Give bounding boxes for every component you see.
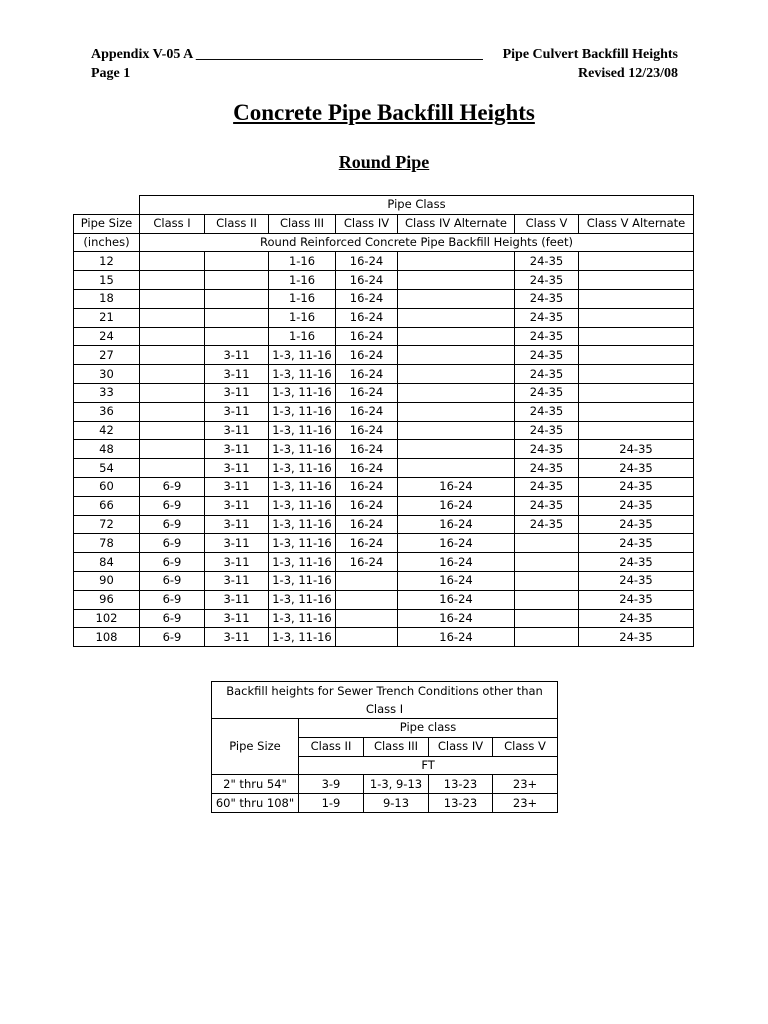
- backfill-height-cell: 3-11: [205, 609, 269, 628]
- table-row: [74, 496, 694, 515]
- backfill-height-cell: 24-35: [515, 515, 579, 534]
- backfill-height-cell: 16-24: [336, 553, 398, 572]
- table-row: [74, 365, 694, 384]
- backfill-height-cell: 24-35: [515, 308, 579, 327]
- backfill-height-cell: [398, 327, 515, 346]
- backfill-height-cell: 3-11: [205, 571, 269, 590]
- backfill-height-cell: 6-9: [140, 609, 205, 628]
- backfill-height-cell: [140, 271, 205, 290]
- backfill-height-cell: 16-24: [336, 365, 398, 384]
- backfill-height-cell: 16-24: [398, 553, 515, 572]
- column-header: Pipe Size: [74, 214, 140, 233]
- backfill-height-cell: [579, 289, 694, 308]
- backfill-height-cell: 24-35: [579, 477, 694, 496]
- pipe-size-cell: 36: [74, 402, 140, 421]
- backfill-height-cell: 16-24: [336, 346, 398, 365]
- backfill-height-cell: [398, 346, 515, 365]
- backfill-height-cell: [398, 402, 515, 421]
- backfill-height-cell: 1-3, 11-16: [269, 515, 336, 534]
- backfill-height-cell: [579, 402, 694, 421]
- pipe-size-cell: 78: [74, 534, 140, 553]
- backfill-height-cell: 1-3, 11-16: [269, 590, 336, 609]
- pipe-size-cell: 84: [74, 553, 140, 572]
- backfill-height-cell: 1-3, 11-16: [269, 477, 336, 496]
- backfill-height-cell: 24-35: [579, 571, 694, 590]
- backfill-height-cell: 16-24: [336, 289, 398, 308]
- backfill-height-cell: [140, 308, 205, 327]
- column-header: Class I: [140, 214, 205, 233]
- backfill-height-cell: 24-35: [515, 496, 579, 515]
- pipe-size-cell: 33: [74, 383, 140, 402]
- backfill-height-cell: 16-24: [336, 402, 398, 421]
- table-row: [212, 775, 558, 794]
- backfill-height-cell: [398, 440, 515, 459]
- backfill-height-cell: [336, 571, 398, 590]
- backfill-height-cell: [205, 252, 269, 271]
- backfill-height-cell: [515, 553, 579, 572]
- table-row: [74, 421, 694, 440]
- backfill-height-cell: 16-24: [336, 459, 398, 478]
- backfill-height-cell: [140, 346, 205, 365]
- pipe-class-group-header: Pipe Class: [140, 196, 694, 215]
- backfill-height-cell: 16-24: [336, 440, 398, 459]
- column-header: Class V Alternate: [579, 214, 694, 233]
- backfill-height-cell: 24-35: [515, 383, 579, 402]
- units-label: (inches): [74, 233, 140, 252]
- backfill-height-cell: 24-35: [515, 289, 579, 308]
- backfill-height-cell: [398, 308, 515, 327]
- table-row: [74, 553, 694, 572]
- backfill-height-cell: 16-24: [336, 383, 398, 402]
- table-row: [74, 383, 694, 402]
- backfill-height-cell: [140, 459, 205, 478]
- table-units-row: [74, 233, 694, 252]
- backfill-height-cell: [579, 383, 694, 402]
- pipe-size-cell: 21: [74, 308, 140, 327]
- table-column-header-row: [74, 214, 694, 233]
- backfill-height-cell: 1-3, 11-16: [269, 365, 336, 384]
- round-pipe-backfill-table: [73, 195, 694, 647]
- backfill-height-cell: 16-24: [336, 308, 398, 327]
- column-header: Class IV: [336, 214, 398, 233]
- backfill-height-cell: 3-11: [205, 402, 269, 421]
- pipe-size-cell: 27: [74, 346, 140, 365]
- backfill-height-cell: [140, 365, 205, 384]
- backfill-height-cell: 24-35: [579, 609, 694, 628]
- backfill-height-cell: 23+: [493, 775, 558, 794]
- backfill-height-cell: 24-35: [515, 271, 579, 290]
- page-header-line-1: [91, 47, 678, 63]
- pipe-size-row-header: Pipe Size: [212, 719, 299, 775]
- backfill-height-cell: 3-11: [205, 515, 269, 534]
- backfill-height-cell: [398, 459, 515, 478]
- table-row: [74, 289, 694, 308]
- pipe-size-cell: 24: [74, 327, 140, 346]
- backfill-height-cell: 6-9: [140, 553, 205, 572]
- section-title: Round Pipe: [338, 152, 430, 172]
- backfill-height-cell: 1-3, 11-16: [269, 571, 336, 590]
- table-row: [74, 459, 694, 478]
- backfill-height-cell: [336, 628, 398, 647]
- pipe-size-cell: 108: [74, 628, 140, 647]
- empty-corner-cell: [74, 196, 140, 215]
- backfill-height-cell: [579, 421, 694, 440]
- table-row: [74, 590, 694, 609]
- backfill-height-cell: [205, 308, 269, 327]
- backfill-height-cell: 3-11: [205, 346, 269, 365]
- page-header-line-2: [91, 66, 678, 82]
- backfill-height-cell: [398, 289, 515, 308]
- backfill-height-cell: [140, 440, 205, 459]
- backfill-height-cell: 16-24: [398, 571, 515, 590]
- backfill-height-cell: 24-35: [579, 553, 694, 572]
- backfill-height-cell: 24-35: [515, 459, 579, 478]
- backfill-height-cell: 24-35: [579, 590, 694, 609]
- backfill-height-cell: [579, 365, 694, 384]
- backfill-height-cell: 1-3, 11-16: [269, 628, 336, 647]
- backfill-height-cell: 16-24: [398, 609, 515, 628]
- column-header: Class II: [205, 214, 269, 233]
- backfill-height-cell: 13-23: [429, 775, 493, 794]
- backfill-height-cell: 16-24: [336, 421, 398, 440]
- backfill-height-cell: 3-11: [205, 459, 269, 478]
- backfill-height-cell: [579, 308, 694, 327]
- backfill-height-cell: 1-3, 11-16: [269, 346, 336, 365]
- column-header: Class IV: [429, 737, 493, 756]
- units-description: Round Reinforced Concrete Pipe Backfill Heights (feet): [140, 233, 694, 252]
- backfill-height-cell: 24-35: [579, 515, 694, 534]
- backfill-height-cell: 3-11: [205, 534, 269, 553]
- table-header-row: [212, 719, 558, 738]
- column-header: Class V: [515, 214, 579, 233]
- backfill-height-cell: 3-11: [205, 496, 269, 515]
- backfill-height-cell: 16-24: [398, 515, 515, 534]
- backfill-height-cell: 1-3, 11-16: [269, 496, 336, 515]
- backfill-height-cell: 16-24: [336, 496, 398, 515]
- table-header-row: [74, 196, 694, 215]
- page-number: Page 1: [91, 66, 131, 81]
- backfill-height-cell: 16-24: [336, 271, 398, 290]
- table-row: [74, 402, 694, 421]
- table-row: [74, 477, 694, 496]
- pipe-size-cell: 96: [74, 590, 140, 609]
- table-row: [74, 327, 694, 346]
- table-row: [74, 609, 694, 628]
- backfill-height-cell: [140, 421, 205, 440]
- pipe-size-cell: 48: [74, 440, 140, 459]
- backfill-height-cell: 23+: [493, 794, 558, 813]
- backfill-height-cell: 24-35: [515, 421, 579, 440]
- backfill-height-cell: 24-35: [515, 365, 579, 384]
- backfill-height-cell: 3-9: [299, 775, 364, 794]
- backfill-height-cell: 16-24: [398, 496, 515, 515]
- backfill-height-cell: [336, 609, 398, 628]
- backfill-height-cell: 16-24: [398, 534, 515, 553]
- backfill-height-cell: 6-9: [140, 590, 205, 609]
- backfill-height-cell: 6-9: [140, 534, 205, 553]
- pipe-size-cell: 42: [74, 421, 140, 440]
- backfill-height-cell: 1-16: [269, 289, 336, 308]
- backfill-height-cell: 24-35: [579, 534, 694, 553]
- sewer-trench-backfill-table: [211, 681, 558, 813]
- backfill-height-cell: 3-11: [205, 590, 269, 609]
- backfill-height-cell: 1-16: [269, 327, 336, 346]
- table-row: [74, 440, 694, 459]
- pipe-size-cell: 60: [74, 477, 140, 496]
- backfill-height-cell: 24-35: [579, 628, 694, 647]
- backfill-height-cell: [205, 327, 269, 346]
- backfill-height-cell: 6-9: [140, 515, 205, 534]
- backfill-height-cell: [140, 289, 205, 308]
- pipe-size-cell: 72: [74, 515, 140, 534]
- backfill-height-cell: [398, 271, 515, 290]
- backfill-height-cell: [398, 421, 515, 440]
- backfill-height-cell: [140, 383, 205, 402]
- backfill-height-cell: 16-24: [336, 252, 398, 271]
- backfill-height-cell: 3-11: [205, 440, 269, 459]
- backfill-height-cell: 16-24: [398, 477, 515, 496]
- backfill-height-cell: 1-3, 11-16: [269, 534, 336, 553]
- backfill-height-cell: 6-9: [140, 571, 205, 590]
- pipe-size-range-cell: 2" thru 54": [212, 775, 299, 794]
- table-row: [74, 346, 694, 365]
- backfill-height-cell: 3-11: [205, 477, 269, 496]
- pipe-size-cell: 18: [74, 289, 140, 308]
- backfill-height-cell: 1-3, 11-16: [269, 383, 336, 402]
- backfill-height-cell: 3-11: [205, 628, 269, 647]
- table-caption-row: [212, 682, 558, 719]
- table-row: [74, 515, 694, 534]
- backfill-height-cell: [579, 327, 694, 346]
- backfill-height-cell: 1-3, 11-16: [269, 553, 336, 572]
- backfill-height-cell: 16-24: [398, 590, 515, 609]
- backfill-height-cell: 1-16: [269, 308, 336, 327]
- backfill-height-cell: 6-9: [140, 477, 205, 496]
- backfill-height-cell: [140, 327, 205, 346]
- column-header: Class III: [269, 214, 336, 233]
- page-title: Concrete Pipe Backfill Heights: [233, 100, 535, 125]
- document-topic: Pipe Culvert Backfill Heights: [502, 47, 678, 62]
- table-row: [74, 252, 694, 271]
- backfill-height-cell: [515, 590, 579, 609]
- column-header: Class III: [364, 737, 429, 756]
- revision-date: Revised 12/23/08: [578, 66, 678, 81]
- backfill-height-cell: [140, 252, 205, 271]
- backfill-height-cell: 24-35: [515, 440, 579, 459]
- backfill-height-cell: 24-35: [515, 346, 579, 365]
- backfill-height-cell: [398, 383, 515, 402]
- backfill-height-cell: 1-16: [269, 252, 336, 271]
- table-row: [212, 794, 558, 813]
- backfill-height-cell: 1-9: [299, 794, 364, 813]
- column-header: Class IV Alternate: [398, 214, 515, 233]
- pipe-size-cell: 102: [74, 609, 140, 628]
- backfill-height-cell: 1-3, 11-16: [269, 402, 336, 421]
- pipe-size-cell: 90: [74, 571, 140, 590]
- backfill-height-cell: [579, 271, 694, 290]
- table-row: [74, 628, 694, 647]
- backfill-height-cell: 13-23: [429, 794, 493, 813]
- backfill-height-cell: [579, 346, 694, 365]
- backfill-height-cell: [398, 365, 515, 384]
- backfill-height-cell: 3-11: [205, 383, 269, 402]
- backfill-height-cell: 3-11: [205, 553, 269, 572]
- backfill-height-cell: 16-24: [336, 515, 398, 534]
- pipe-size-range-cell: 60" thru 108": [212, 794, 299, 813]
- table-row: [74, 271, 694, 290]
- backfill-height-cell: [515, 571, 579, 590]
- backfill-height-cell: [205, 289, 269, 308]
- backfill-height-cell: 9-13: [364, 794, 429, 813]
- backfill-height-cell: [140, 402, 205, 421]
- backfill-height-cell: [515, 534, 579, 553]
- backfill-height-cell: 24-35: [515, 402, 579, 421]
- backfill-height-cell: 24-35: [579, 459, 694, 478]
- backfill-height-cell: 1-3, 11-16: [269, 440, 336, 459]
- backfill-height-cell: 24-35: [579, 440, 694, 459]
- appendix-label: Appendix V-05 A _________________________________________: [91, 47, 483, 62]
- pipe-size-cell: 30: [74, 365, 140, 384]
- backfill-height-cell: 6-9: [140, 496, 205, 515]
- backfill-height-cell: [515, 628, 579, 647]
- backfill-height-cell: 1-3, 11-16: [269, 459, 336, 478]
- backfill-height-cell: [336, 590, 398, 609]
- unit-label: FT: [299, 756, 558, 775]
- backfill-height-cell: 1-16: [269, 271, 336, 290]
- column-header: Class V: [493, 737, 558, 756]
- backfill-height-cell: 3-11: [205, 365, 269, 384]
- backfill-height-cell: 1-3, 9-13: [364, 775, 429, 794]
- backfill-height-cell: 1-3, 11-16: [269, 421, 336, 440]
- backfill-height-cell: 6-9: [140, 628, 205, 647]
- backfill-height-cell: [205, 271, 269, 290]
- backfill-height-cell: 24-35: [515, 477, 579, 496]
- backfill-height-cell: [398, 252, 515, 271]
- backfill-height-cell: 24-35: [515, 252, 579, 271]
- sewer-table-caption: Backfill heights for Sewer Trench Conditions other than Class I: [212, 682, 558, 719]
- backfill-height-cell: 16-24: [336, 477, 398, 496]
- backfill-height-cell: 24-35: [515, 327, 579, 346]
- column-header: Class II: [299, 737, 364, 756]
- pipe-size-cell: 15: [74, 271, 140, 290]
- backfill-height-cell: [515, 609, 579, 628]
- table-row: [74, 571, 694, 590]
- backfill-height-cell: 16-24: [336, 534, 398, 553]
- pipe-class-group-header: Pipe class: [299, 719, 558, 738]
- table-row: [74, 308, 694, 327]
- backfill-height-cell: 16-24: [336, 327, 398, 346]
- pipe-size-cell: 66: [74, 496, 140, 515]
- backfill-height-cell: 24-35: [579, 496, 694, 515]
- backfill-height-cell: [579, 252, 694, 271]
- backfill-height-cell: 3-11: [205, 421, 269, 440]
- backfill-height-cell: 16-24: [398, 628, 515, 647]
- backfill-height-cell: 1-3, 11-16: [269, 609, 336, 628]
- pipe-size-cell: 12: [74, 252, 140, 271]
- table-row: [74, 534, 694, 553]
- pipe-size-cell: 54: [74, 459, 140, 478]
